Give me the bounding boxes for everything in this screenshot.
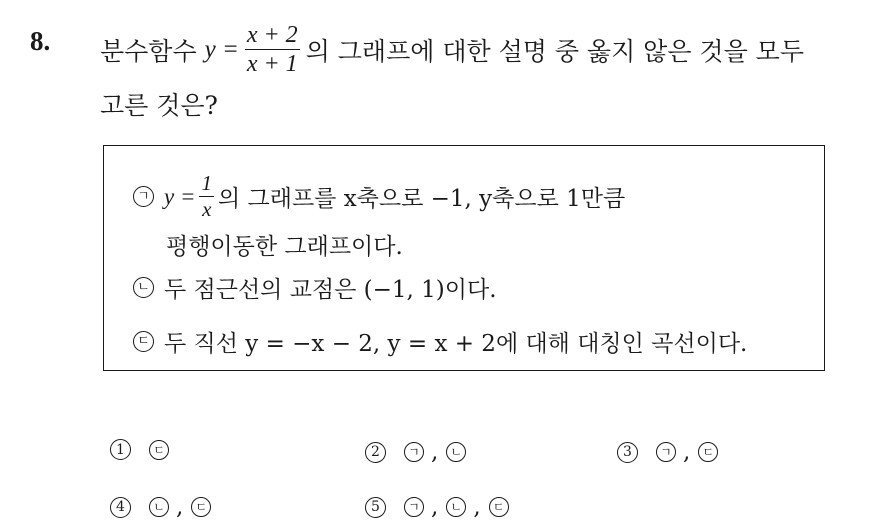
statement-3-text: 두 직선 y = −x − 2, y = x + 2에 대해 대칭인 곡선이다. bbox=[164, 331, 748, 357]
statement-marker: ㄴ bbox=[133, 277, 154, 298]
statement-1-continuation: 평행이동한 그래프이다. bbox=[166, 234, 403, 260]
option-number: 3 bbox=[617, 442, 638, 463]
question-text-line-2: 고른 것은? bbox=[100, 91, 218, 120]
option-number: 4 bbox=[110, 497, 131, 518]
question-fraction bbox=[245, 22, 300, 78]
question-suffix: 의 그래프에 대한 설명 중 옳지 않은 것을 모두 bbox=[305, 36, 804, 66]
option-marker: ㄷ bbox=[489, 497, 509, 517]
statement-1 bbox=[133, 172, 625, 221]
fraction-denominator: x + 1 bbox=[246, 51, 298, 78]
option-number: 2 bbox=[365, 442, 386, 463]
answer-option-5[interactable]: 5 ㄱ , ㄴ , ㄷ bbox=[365, 494, 509, 520]
option-marker: ㄱ bbox=[404, 442, 424, 462]
statement-1-fraction bbox=[199, 172, 214, 221]
statement-3 bbox=[133, 325, 747, 358]
option-marker: ㄷ bbox=[698, 442, 718, 462]
option-number: 5 bbox=[365, 497, 386, 518]
option-marker: ㄷ bbox=[191, 497, 211, 517]
question-prefix: 분수함수 bbox=[100, 36, 197, 66]
option-marker: ㄴ bbox=[149, 497, 169, 517]
question-number: 8. bbox=[30, 26, 51, 56]
statement-2 bbox=[133, 271, 497, 304]
question-text-line-1 bbox=[100, 22, 804, 78]
option-marker: ㄷ bbox=[149, 440, 169, 460]
answer-option-3[interactable]: 3 ㄱ , ㄷ bbox=[617, 439, 718, 465]
fraction-numerator: x + 2 bbox=[245, 22, 300, 50]
statement-1-text: 의 그래프를 x축으로 −1, y축으로 1만큼 bbox=[217, 186, 626, 213]
answer-option-4[interactable]: 4 ㄴ , ㄷ bbox=[110, 494, 211, 520]
option-number: 1 bbox=[110, 439, 131, 460]
statement-marker: ㄷ bbox=[133, 331, 154, 352]
statement-marker: ㄱ bbox=[133, 186, 154, 207]
option-marker: ㄴ bbox=[446, 442, 466, 462]
option-marker: ㄱ bbox=[656, 442, 676, 462]
answer-option-2[interactable]: 2 ㄱ , ㄴ bbox=[365, 439, 466, 465]
answer-option-1[interactable] bbox=[110, 439, 169, 460]
statement-1-y-equals: y = bbox=[164, 183, 196, 209]
statement-1-fraction-numerator: 1 bbox=[199, 172, 214, 197]
statement-1-fraction-denominator: x bbox=[202, 197, 212, 222]
option-marker: ㄴ bbox=[446, 497, 466, 517]
option-marker: ㄱ bbox=[404, 497, 424, 517]
statement-2-text: 두 점근선의 교점은 (−1, 1)이다. bbox=[164, 277, 497, 303]
question-y-equals: y = bbox=[204, 35, 239, 63]
